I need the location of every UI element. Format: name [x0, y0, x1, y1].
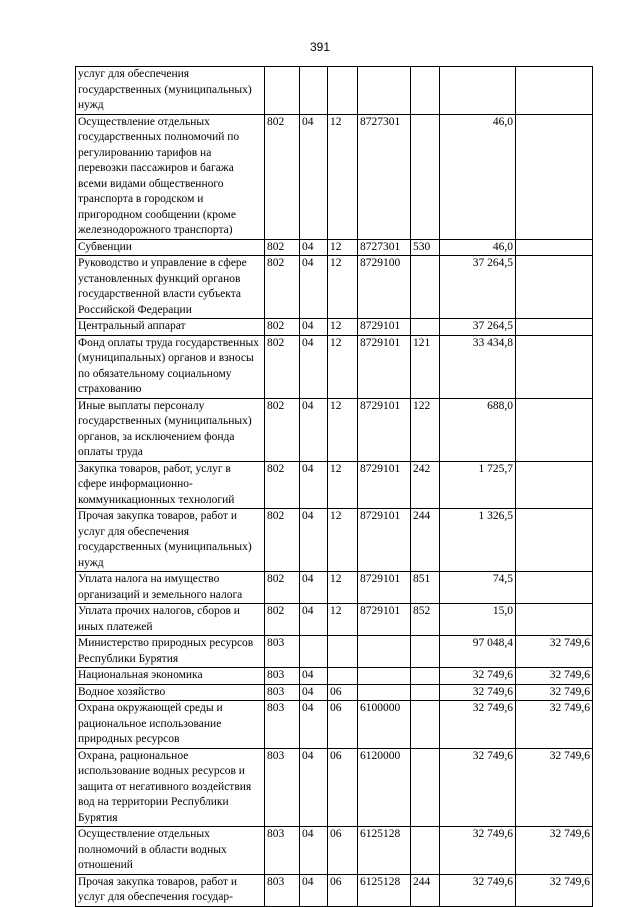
table-row: [76, 319, 593, 336]
ministry-code: 802: [265, 319, 300, 336]
expense-type-code: 244: [411, 509, 440, 572]
target-article-code: [358, 636, 411, 668]
row-description: Прочая закупка товаров, работ и услуг для обеспечения государ-: [76, 874, 265, 906]
ministry-code: 802: [265, 461, 300, 509]
table-row: [76, 604, 593, 636]
section-code: [300, 67, 328, 115]
table-row: [76, 701, 593, 749]
row-description: Фонд оплаты труда государственных (муниципальных) органов и взносы по обязательному социальному страхованию: [76, 335, 265, 398]
amount-total: 37 264,5: [440, 319, 516, 336]
amount-subvention: [516, 509, 593, 572]
amount-total: 32 749,6: [440, 684, 516, 701]
subsection-code: 12: [328, 319, 358, 336]
row-description: Осуществление отдельных полномочий в области водных отношений: [76, 827, 265, 875]
amount-total: 32 749,6: [440, 701, 516, 749]
subsection-code: 12: [328, 604, 358, 636]
table-row: [76, 874, 593, 906]
row-description: услуг для обеспечения государственных (муниципальных) нужд: [76, 67, 265, 115]
amount-total: 688,0: [440, 398, 516, 461]
target-article-code: 8729101: [358, 572, 411, 604]
amount-subvention: [516, 398, 593, 461]
subsection-code: 12: [328, 398, 358, 461]
section-code: [300, 636, 328, 668]
table-row: [76, 748, 593, 827]
row-description: Центральный аппарат: [76, 319, 265, 336]
amount-total: 37 264,5: [440, 256, 516, 319]
subsection-code: [328, 668, 358, 685]
expense-type-code: [411, 668, 440, 685]
amount-subvention: 32 749,6: [516, 701, 593, 749]
table-row: [76, 398, 593, 461]
expense-type-code: 244: [411, 874, 440, 906]
amount-subvention: [516, 114, 593, 239]
ministry-code: 803: [265, 668, 300, 685]
table-row: [76, 572, 593, 604]
row-description: Охрана, рациональное использование водных ресурсов и защита от негативного воздействия вод на территории Республики Бурятия: [76, 748, 265, 827]
section-code: 04: [300, 256, 328, 319]
table-row: [76, 114, 593, 239]
ministry-code: 803: [265, 684, 300, 701]
row-description: Охрана окружающей среды и рациональное использование природных ресурсов: [76, 701, 265, 749]
subsection-code: 06: [328, 748, 358, 827]
amount-total: 32 749,6: [440, 827, 516, 875]
expense-type-code: 851: [411, 572, 440, 604]
ministry-code: 802: [265, 398, 300, 461]
target-article-code: 6125128: [358, 874, 411, 906]
target-article-code: 8729101: [358, 335, 411, 398]
amount-total: 74,5: [440, 572, 516, 604]
subsection-code: 06: [328, 874, 358, 906]
amount-subvention: [516, 319, 593, 336]
section-code: 04: [300, 461, 328, 509]
expense-type-code: 852: [411, 604, 440, 636]
table-row: [76, 636, 593, 668]
section-code: 04: [300, 335, 328, 398]
table-row: [76, 461, 593, 509]
amount-total: 15,0: [440, 604, 516, 636]
amount-subvention: 32 749,6: [516, 684, 593, 701]
amount-subvention: 32 749,6: [516, 827, 593, 875]
amount-subvention: [516, 67, 593, 115]
amount-subvention: 32 749,6: [516, 668, 593, 685]
target-article-code: 8729100: [358, 256, 411, 319]
expense-type-code: 242: [411, 461, 440, 509]
budget-table: [75, 66, 593, 907]
ministry-code: 802: [265, 604, 300, 636]
section-code: 04: [300, 668, 328, 685]
target-article-code: 8729101: [358, 509, 411, 572]
row-description: Осуществление отдельных государственных полномочий по регулированию тарифов на перевозки пассажиров и багажа всеми видами общественного транспорта в городском и пригородном сообщении (кроме железнодорожного транспорта): [76, 114, 265, 239]
section-code: 04: [300, 604, 328, 636]
target-article-code: [358, 668, 411, 685]
row-description: Министерство природных ресурсов Республики Бурятия: [76, 636, 265, 668]
ministry-code: 803: [265, 874, 300, 906]
amount-subvention: [516, 604, 593, 636]
target-article-code: [358, 684, 411, 701]
budget-table-body: [76, 67, 593, 907]
expense-type-code: [411, 114, 440, 239]
amount-total: 32 749,6: [440, 874, 516, 906]
amount-total: 33 434,8: [440, 335, 516, 398]
subsection-code: 12: [328, 239, 358, 256]
row-description: Руководство и управление в сфере установленных функций органов государственной власти субъекта Российской Федерации: [76, 256, 265, 319]
amount-total: 97 048,4: [440, 636, 516, 668]
target-article-code: 8727301: [358, 114, 411, 239]
row-description: Уплата прочих налогов, сборов и иных платежей: [76, 604, 265, 636]
section-code: 04: [300, 874, 328, 906]
subsection-code: 12: [328, 572, 358, 604]
table-row: [76, 668, 593, 685]
row-description: Субвенции: [76, 239, 265, 256]
row-description: Национальная экономика: [76, 668, 265, 685]
ministry-code: 802: [265, 256, 300, 319]
target-article-code: 6120000: [358, 748, 411, 827]
amount-total: 46,0: [440, 114, 516, 239]
subsection-code: 12: [328, 335, 358, 398]
section-code: 04: [300, 114, 328, 239]
ministry-code: 803: [265, 748, 300, 827]
subsection-code: 06: [328, 827, 358, 875]
amount-total: 46,0: [440, 239, 516, 256]
amount-subvention: [516, 572, 593, 604]
ministry-code: 803: [265, 701, 300, 749]
expense-type-code: 121: [411, 335, 440, 398]
subsection-code: [328, 67, 358, 115]
table-row: [76, 509, 593, 572]
row-description: Закупка товаров, работ, услуг в сфере информационно-коммуникационных технологий: [76, 461, 265, 509]
amount-subvention: [516, 256, 593, 319]
ministry-code: 802: [265, 572, 300, 604]
expense-type-code: [411, 67, 440, 115]
page-number: 391: [309, 40, 331, 54]
target-article-code: 6100000: [358, 701, 411, 749]
subsection-code: 06: [328, 701, 358, 749]
table-row: [76, 256, 593, 319]
row-description: Водное хозяйство: [76, 684, 265, 701]
ministry-code: 802: [265, 335, 300, 398]
table-row: [76, 239, 593, 256]
ministry-code: [265, 67, 300, 115]
expense-type-code: [411, 256, 440, 319]
subsection-code: [328, 636, 358, 668]
amount-subvention: 32 749,6: [516, 636, 593, 668]
expense-type-code: 530: [411, 239, 440, 256]
subsection-code: 12: [328, 509, 358, 572]
section-code: 04: [300, 572, 328, 604]
subsection-code: 12: [328, 114, 358, 239]
amount-subvention: [516, 335, 593, 398]
ministry-code: 802: [265, 239, 300, 256]
expense-type-code: [411, 684, 440, 701]
target-article-code: 8729101: [358, 461, 411, 509]
row-description: Иные выплаты персоналу государственных (муниципальных) органов, за исключением фонда оплаты труда: [76, 398, 265, 461]
subsection-code: 06: [328, 684, 358, 701]
target-article-code: 8729101: [358, 319, 411, 336]
ministry-code: 802: [265, 509, 300, 572]
subsection-code: 12: [328, 461, 358, 509]
amount-total: 1 326,5: [440, 509, 516, 572]
section-code: 04: [300, 684, 328, 701]
target-article-code: 8729101: [358, 398, 411, 461]
row-description: Прочая закупка товаров, работ и услуг для обеспечения государственных (муниципальных) нужд: [76, 509, 265, 572]
amount-subvention: [516, 239, 593, 256]
section-code: 04: [300, 239, 328, 256]
amount-total: 32 749,6: [440, 668, 516, 685]
expense-type-code: 122: [411, 398, 440, 461]
amount-subvention: 32 749,6: [516, 874, 593, 906]
expense-type-code: [411, 701, 440, 749]
expense-type-code: [411, 827, 440, 875]
amount-total: 1 725,7: [440, 461, 516, 509]
section-code: 04: [300, 509, 328, 572]
amount-subvention: [516, 461, 593, 509]
expense-type-code: [411, 319, 440, 336]
table-row: [76, 827, 593, 875]
table-row: [76, 684, 593, 701]
expense-type-code: [411, 636, 440, 668]
target-article-code: 8727301: [358, 239, 411, 256]
target-article-code: 8729101: [358, 604, 411, 636]
ministry-code: 802: [265, 114, 300, 239]
amount-subvention: 32 749,6: [516, 748, 593, 827]
amount-total: 32 749,6: [440, 748, 516, 827]
section-code: 04: [300, 398, 328, 461]
expense-type-code: [411, 748, 440, 827]
amount-total: [440, 67, 516, 115]
section-code: 04: [300, 827, 328, 875]
target-article-code: 6125128: [358, 827, 411, 875]
section-code: 04: [300, 701, 328, 749]
section-code: 04: [300, 319, 328, 336]
row-description: Уплата налога на имущество организаций и земельного налога: [76, 572, 265, 604]
table-row: [76, 335, 593, 398]
ministry-code: 803: [265, 827, 300, 875]
ministry-code: 803: [265, 636, 300, 668]
subsection-code: 12: [328, 256, 358, 319]
section-code: 04: [300, 748, 328, 827]
target-article-code: [358, 67, 411, 115]
table-row: [76, 67, 593, 115]
